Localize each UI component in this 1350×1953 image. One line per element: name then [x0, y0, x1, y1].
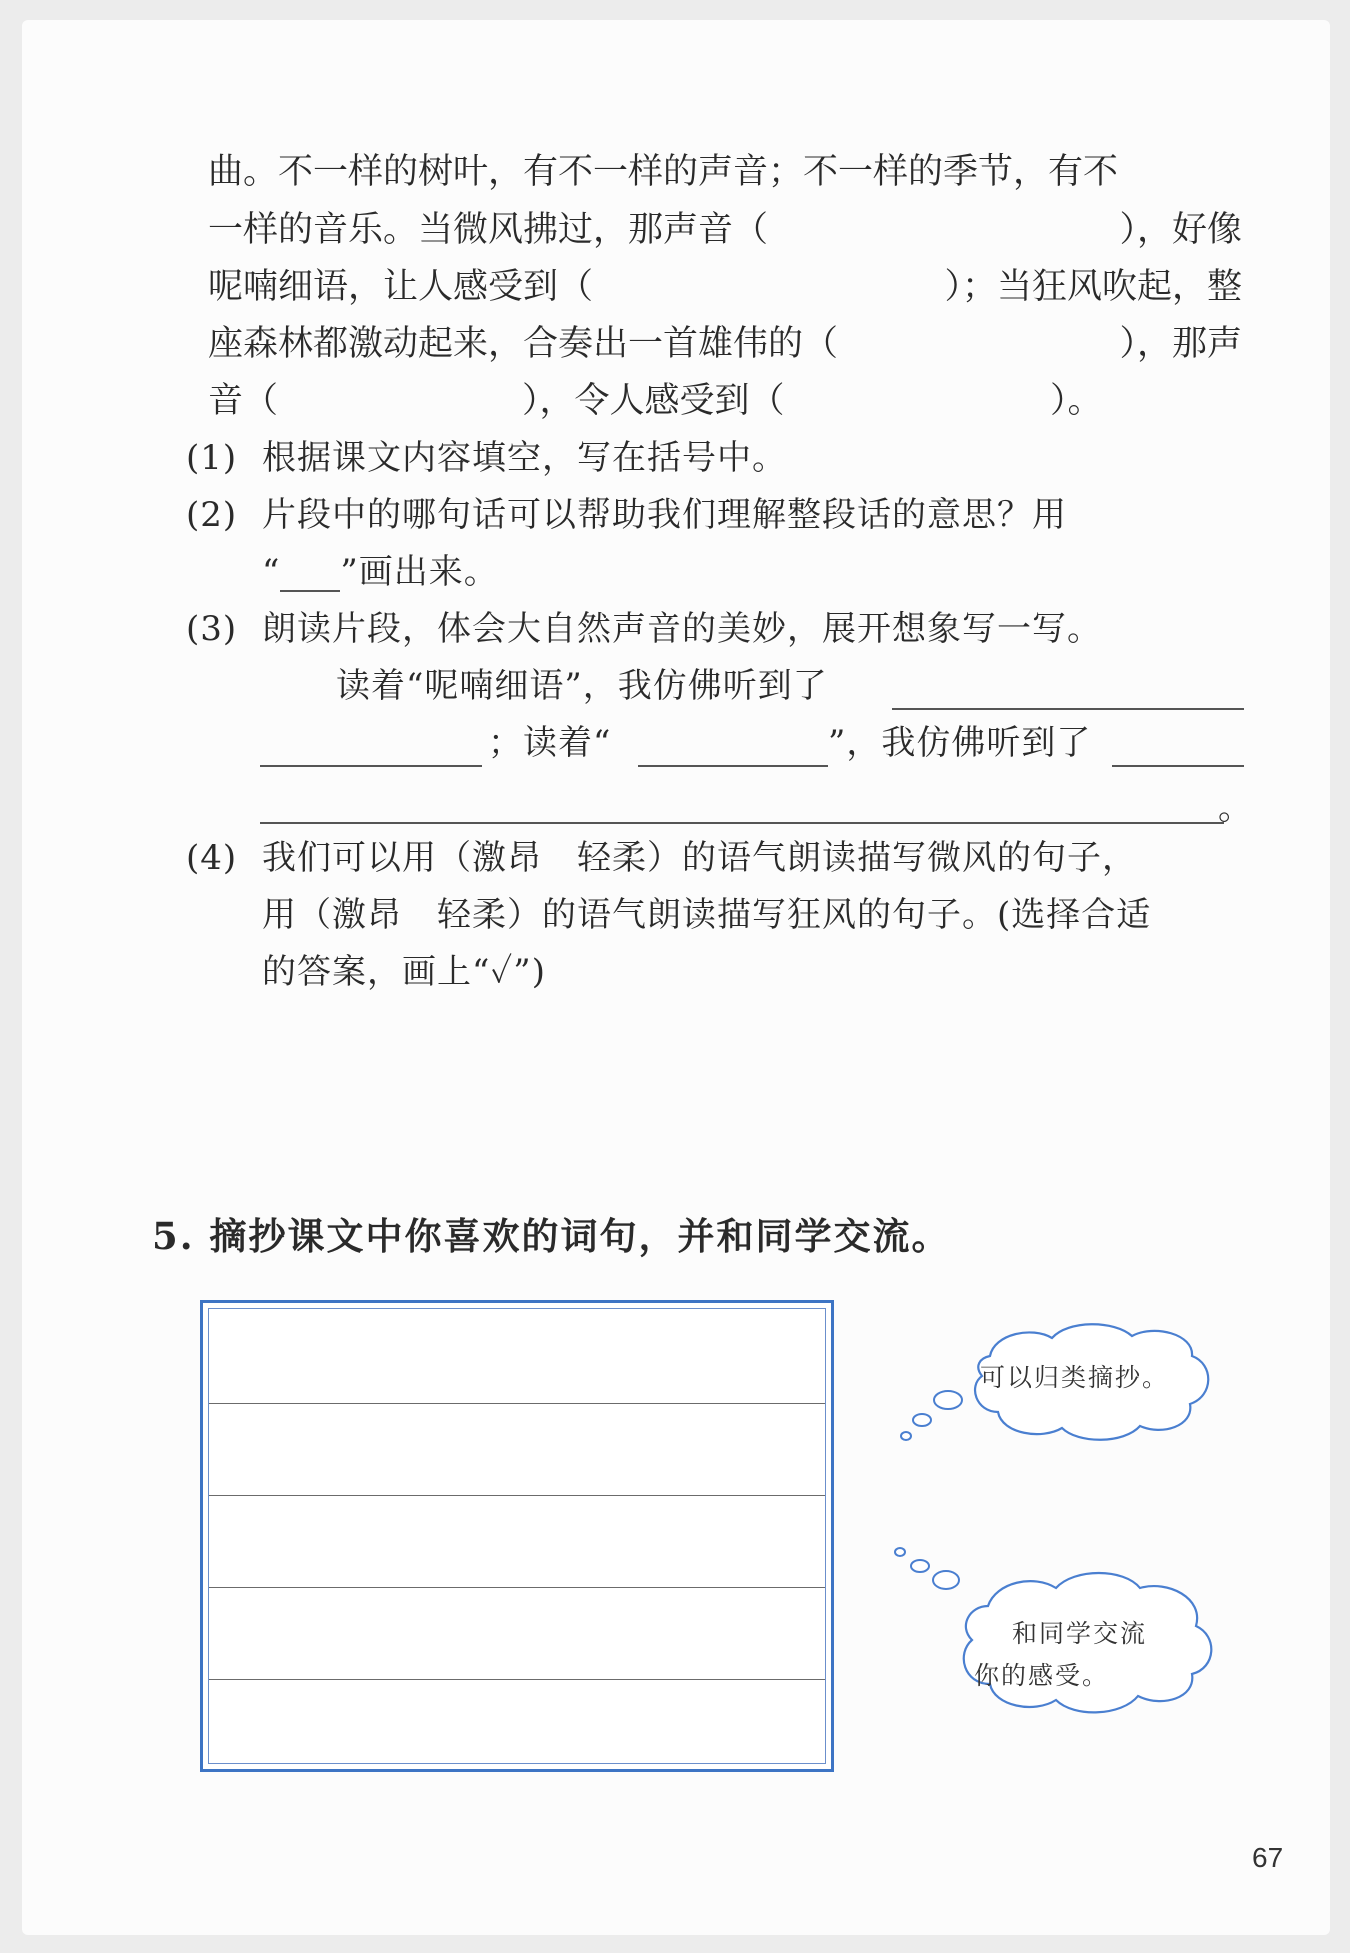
passage-text: 座森林都激动起来，合奏出一首雄伟的（ [208, 324, 839, 364]
question-text: ”，我仿佛听到了 [828, 723, 1092, 763]
writing-line [209, 1495, 825, 1496]
passage-line-4 [208, 324, 1242, 364]
passage-text: 呢喃细语，让人感受到（ [208, 267, 594, 307]
question-number: (2) [186, 495, 238, 535]
question-text: 根据课文内容填空，写在括号中。 [262, 438, 787, 478]
question-number: (4) [186, 838, 238, 878]
question-4-line-3 [262, 952, 546, 992]
passage-text: 一样的音乐。当微风拂过，那声音（ [208, 210, 769, 250]
passage-text: 曲。不一样的树叶，有不一样的声音；不一样的季节，有不 [208, 152, 1119, 192]
passage-text: 音（ [208, 381, 279, 421]
writing-box[interactable] [200, 1300, 834, 1772]
q3-end [1218, 788, 1253, 828]
passage-line-2 [208, 210, 1242, 250]
q3-line-2b [828, 723, 1091, 763]
passage-text: ）；当狂风吹起，整 [944, 267, 1242, 307]
question-text: 我们可以用（激昂 轻柔）的语气朗读描写微风的句子， [262, 838, 1137, 878]
open-quote: “ [262, 552, 281, 592]
underline-sample [280, 556, 340, 592]
question-1 [186, 438, 787, 478]
passage-text: ）。 [1050, 381, 1103, 421]
q3-line-1 [336, 666, 828, 706]
answer-line[interactable] [892, 708, 1244, 710]
passage-line-5c [1050, 381, 1103, 421]
question-4 [186, 838, 1137, 878]
question-text: 用（激昂 轻柔）的语气朗读描写狂风的句子。(选择合适 [262, 895, 1152, 935]
bubble-bottom-text-1: 和同学交流 [1012, 1619, 1148, 1648]
section-5-title: 5. 摘抄课文中你喜欢的词句，并和同学交流。 [152, 1214, 951, 1258]
writing-box-inner-frame [208, 1308, 826, 1764]
page-number: 67 [1252, 1842, 1284, 1873]
question-3 [186, 609, 1102, 649]
question-number: (1) [186, 438, 238, 478]
passage-line-5 [208, 381, 278, 421]
question-text: ；读着“ [488, 723, 612, 763]
question-text: 。 [1218, 788, 1253, 828]
answer-line[interactable] [1112, 765, 1244, 767]
question-4-line-2 [262, 895, 1151, 935]
writing-line [209, 1587, 825, 1588]
bubble-top-text: 可以归类摘抄。 [980, 1363, 1170, 1392]
passage-text: ），那声 [1119, 324, 1242, 364]
passage-line-1 [208, 152, 1242, 192]
passage-line-5b [522, 381, 785, 421]
question-text: 朗读片段，体会大自然声音的美妙，展开想象写一写。 [262, 609, 1102, 649]
question-2 [186, 495, 1067, 535]
passage-line-3 [208, 267, 1242, 307]
question-2-continued [262, 552, 499, 592]
bubble-bottom-text-2: 你的感受。 [974, 1661, 1110, 1690]
q3-line-2a [488, 723, 611, 763]
workbook-page [22, 20, 1330, 1935]
question-text: ”画出来。 [340, 552, 499, 592]
writing-line [209, 1679, 825, 1680]
answer-line[interactable] [638, 765, 828, 767]
answer-line[interactable] [260, 822, 1224, 824]
question-number: (3) [186, 609, 238, 649]
question-text: 片段中的哪句话可以帮助我们理解整段话的意思？用 [262, 495, 1067, 535]
passage-text: ），令人感受到（ [522, 381, 785, 421]
writing-line [209, 1403, 825, 1404]
question-text: 的答案，画上“✓”) [262, 952, 546, 992]
answer-line[interactable] [260, 765, 482, 767]
passage-text: ），好像 [1119, 210, 1242, 250]
question-text: 读着“呢喃细语”，我仿佛听到了 [336, 666, 828, 706]
